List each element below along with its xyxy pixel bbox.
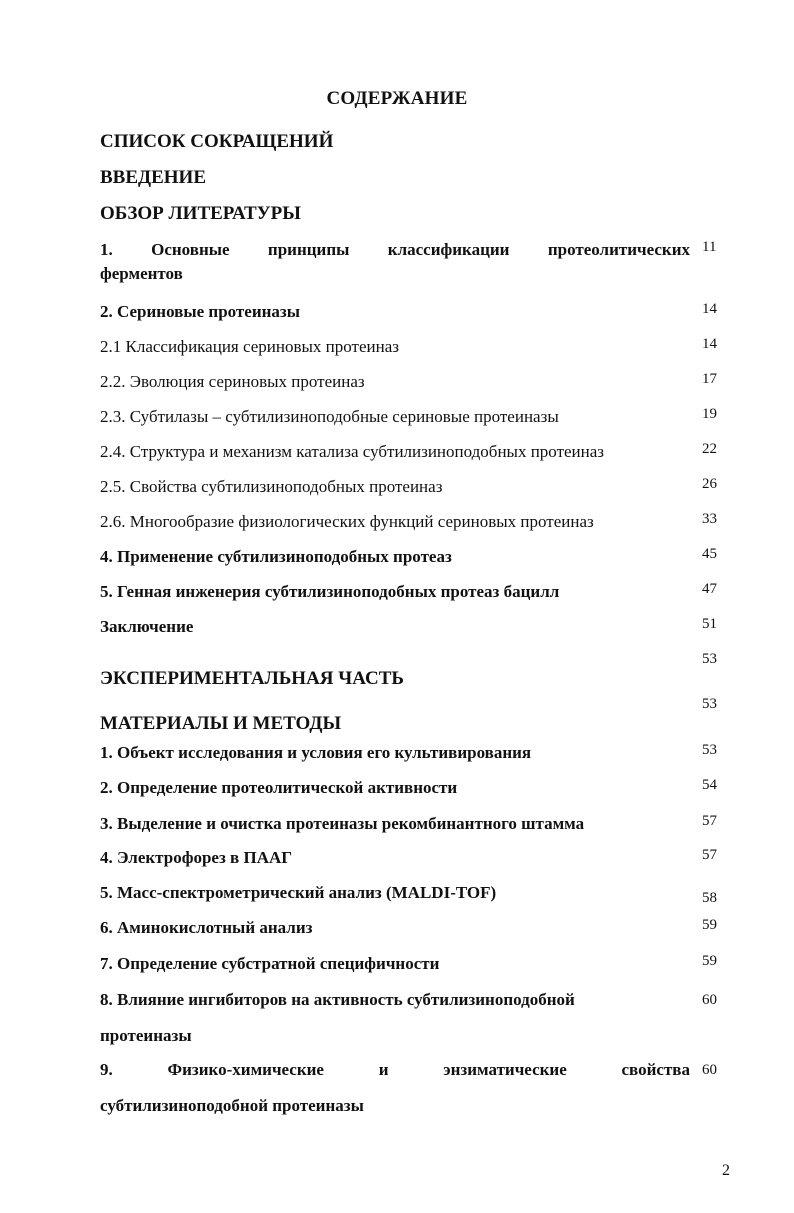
toc-entry	[100, 238, 720, 286]
toc-entry-text: 2.1 Классификация сериновых протеиназ	[100, 337, 399, 356]
toc-entry	[100, 776, 720, 800]
heading-literature-review: ОБЗОР ЛИТЕРАТУРЫ	[100, 203, 301, 224]
toc-entry	[100, 916, 720, 940]
toc-entry-page: 59	[702, 953, 717, 969]
toc-entry	[100, 741, 720, 765]
toc-entry	[100, 405, 720, 429]
toc-entry	[100, 1052, 720, 1124]
toc-entry-page: 22	[702, 441, 717, 457]
toc-entry-text: 2.3. Субтилазы – субтилизиноподобные сериновые протеиназы	[100, 407, 559, 426]
toc-entry	[100, 335, 720, 359]
toc-entry-page: 54	[702, 777, 717, 793]
toc-entry-text-line2: протеиназы	[100, 1026, 192, 1045]
toc-entry-text: 2.4. Структура и механизм катализа субтилизиноподобных протеиназ	[100, 442, 605, 461]
toc-entry	[100, 440, 720, 464]
toc-entry	[100, 475, 720, 499]
toc-entry-text-line2: ферментов	[100, 264, 183, 283]
toc-entry-text-line2: субтилизиноподобной протеиназы	[100, 1096, 364, 1115]
page-title: СОДЕРЖАНИЕ	[326, 88, 468, 109]
page-number: 2	[722, 1162, 730, 1179]
toc-entry-text: 7. Определение субстратной специфичности	[100, 954, 440, 973]
toc-entry-text: 2. Сериновые протеиназы	[100, 302, 301, 321]
toc-entry	[100, 510, 720, 534]
toc-entry-page: 57	[702, 847, 717, 863]
toc-entry-text: Заключение	[100, 617, 194, 636]
toc-entry	[100, 580, 720, 604]
toc-entry-page: 11	[702, 239, 717, 255]
toc-entry-page: 58	[702, 890, 717, 906]
toc-entry-text: 2. Определение протеолитической активности	[100, 778, 458, 797]
toc-entry-page: 60	[702, 992, 717, 1008]
toc-entry-text: 6. Аминокислотный анализ	[100, 918, 313, 937]
toc-entry-page: 53	[702, 742, 717, 758]
methods-page-number: 53	[702, 696, 717, 712]
toc-entry-text-line1: 9. Физико-химические и энзиматические свойства	[100, 1060, 690, 1079]
toc-entry-text: 5. Масс-спектрометрический анализ (MALDI-TOF)	[100, 883, 497, 902]
experimental-page-number: 53	[702, 651, 717, 667]
toc-entry	[100, 846, 720, 870]
toc-entry-page: 14	[702, 336, 717, 352]
toc-entry-text-line1: 8. Влияние ингибиторов на активность субтилизиноподобной	[100, 990, 575, 1009]
toc-entry-text: 2.6. Многообразие физиологических функций сериновых протеиназ	[100, 512, 594, 531]
toc-entry-text: 2.5. Свойства субтилизиноподобных протеиназ	[100, 477, 443, 496]
toc-entry	[100, 615, 720, 639]
toc-entry-page: 60	[702, 1062, 717, 1078]
toc-entry-page: 51	[702, 616, 717, 632]
toc-entry-page: 17	[702, 371, 717, 387]
toc-entry	[100, 545, 720, 569]
toc-entry-page: 59	[702, 917, 717, 933]
toc-entry	[100, 300, 720, 324]
toc-entry	[100, 881, 720, 905]
toc-entry-text: 2.2. Эволюция сериновых протеиназ	[100, 372, 365, 391]
toc-entry-text: 5. Генная инженерия субтилизиноподобных протеаз бацилл	[100, 582, 560, 601]
toc-entry-text-line1: 1. Основные принципы классификации протеолитических	[100, 240, 690, 259]
toc-entry-page: 33	[702, 511, 717, 527]
toc-entry	[100, 952, 720, 976]
toc-entry	[100, 812, 720, 836]
toc-entry	[100, 982, 720, 1054]
toc-entry	[100, 370, 720, 394]
heading-experimental: ЭКСПЕРИМЕНТАЛЬНАЯ ЧАСТЬ	[100, 668, 404, 689]
toc-entry-text: 1. Объект исследования и условия его культивирования	[100, 743, 532, 762]
toc-entry-page: 45	[702, 546, 717, 562]
heading-abbreviations: СПИСОК СОКРАЩЕНИЙ	[100, 131, 334, 152]
toc-entry-page: 47	[702, 581, 717, 597]
toc-entry-page: 19	[702, 406, 717, 422]
heading-introduction: ВВЕДЕНИЕ	[100, 167, 206, 188]
toc-entry-text: 4. Электрофорез в ПААГ	[100, 848, 293, 867]
heading-materials-methods: МАТЕРИАЛЫ И МЕТОДЫ	[100, 713, 342, 734]
toc-entry-page: 26	[702, 476, 717, 492]
toc-entry-text: 3. Выделение и очистка протеиназы рекомбинантного штамма	[100, 814, 585, 833]
toc-entry-page: 14	[702, 301, 717, 317]
toc-entry-text: 4. Применение субтилизиноподобных протеаз	[100, 547, 452, 566]
toc-entry-page: 57	[702, 813, 717, 829]
